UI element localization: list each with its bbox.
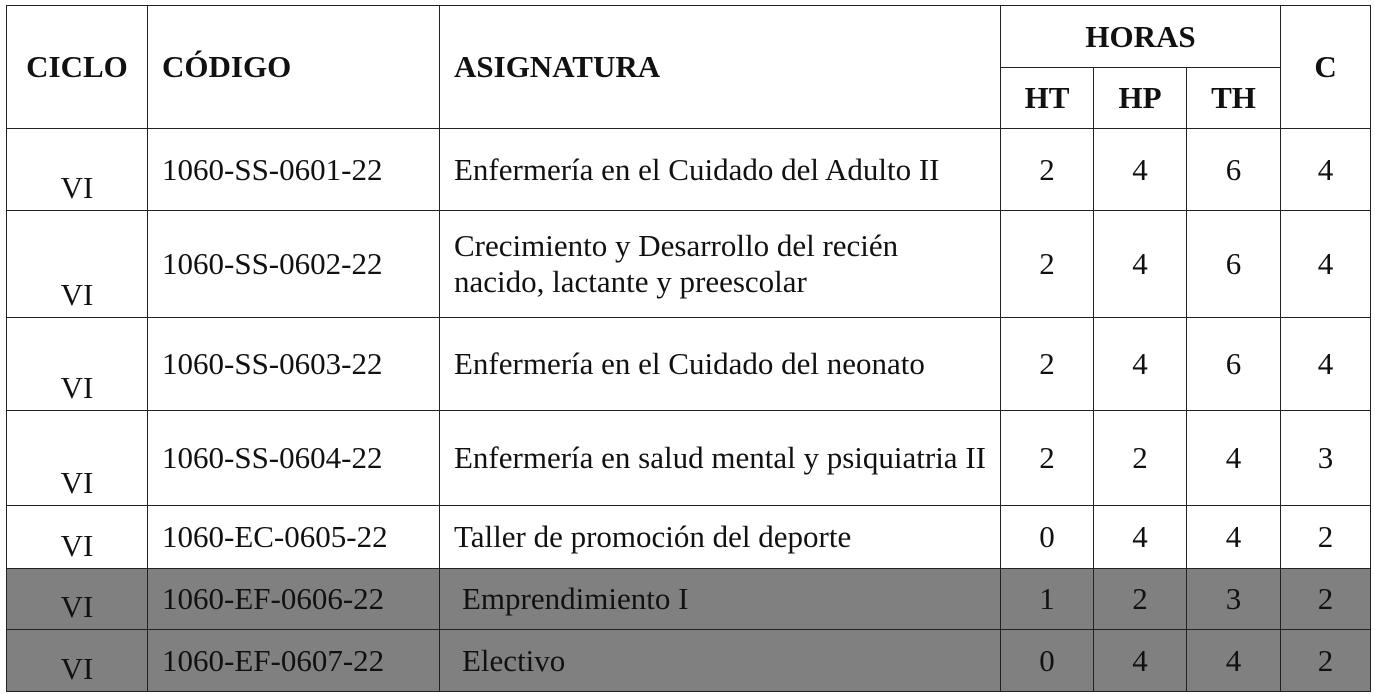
cell-ciclo: VI xyxy=(7,211,148,318)
cell-asignatura: Electivo xyxy=(440,630,1001,692)
cell-hp: 4 xyxy=(1094,630,1187,692)
cell-hp: 2 xyxy=(1094,411,1187,506)
cell-th: 6 xyxy=(1187,211,1281,318)
header-ciclo: CICLO xyxy=(7,6,148,129)
cell-ciclo: VI xyxy=(7,569,148,630)
cell-hp: 4 xyxy=(1094,211,1187,318)
header-th: TH xyxy=(1187,68,1281,129)
header-asignatura: ASIGNATURA xyxy=(440,6,1001,129)
cell-ciclo: VI xyxy=(7,129,148,211)
cell-c: 4 xyxy=(1281,318,1371,411)
cell-th: 6 xyxy=(1187,318,1281,411)
cell-c: 2 xyxy=(1281,630,1371,692)
header-hp: HP xyxy=(1094,68,1187,129)
table-row xyxy=(7,211,1371,318)
header-c: C xyxy=(1281,6,1371,129)
cell-ht: 2 xyxy=(1001,129,1094,211)
cell-ht: 2 xyxy=(1001,211,1094,318)
header-ht: HT xyxy=(1001,68,1094,129)
cell-asignatura: Enfermería en salud mental y psiquiatria II xyxy=(440,411,1001,506)
cell-hp: 4 xyxy=(1094,318,1187,411)
cell-codigo: 1060-SS-0602-22 xyxy=(148,211,440,318)
table-row xyxy=(7,569,1371,630)
cell-hp: 2 xyxy=(1094,569,1187,630)
cell-th: 4 xyxy=(1187,506,1281,569)
cell-c: 2 xyxy=(1281,506,1371,569)
cell-ciclo: VI xyxy=(7,630,148,692)
cell-ht: 2 xyxy=(1001,411,1094,506)
cell-c: 2 xyxy=(1281,569,1371,630)
table-row xyxy=(7,129,1371,211)
cell-c: 4 xyxy=(1281,129,1371,211)
cell-codigo: 1060-EF-0607-22 xyxy=(148,630,440,692)
table-row xyxy=(7,506,1371,569)
table-row xyxy=(7,630,1371,692)
cell-ht: 2 xyxy=(1001,318,1094,411)
cell-th: 4 xyxy=(1187,411,1281,506)
cell-codigo: 1060-SS-0601-22 xyxy=(148,129,440,211)
cell-th: 3 xyxy=(1187,569,1281,630)
cell-codigo: 1060-SS-0603-22 xyxy=(148,318,440,411)
cell-asignatura: Crecimiento y Desarrollo del recién nacido, lactante y preescolar xyxy=(440,211,1001,318)
cell-asignatura: Enfermería en el Cuidado del neonato xyxy=(440,318,1001,411)
header-row-1 xyxy=(7,6,1371,68)
cell-hp: 4 xyxy=(1094,506,1187,569)
table-row xyxy=(7,318,1371,411)
cell-ht: 1 xyxy=(1001,569,1094,630)
cell-codigo: 1060-SS-0604-22 xyxy=(148,411,440,506)
cell-c: 4 xyxy=(1281,211,1371,318)
cell-ht: 0 xyxy=(1001,506,1094,569)
cell-ciclo: VI xyxy=(7,318,148,411)
cell-asignatura: Emprendimiento I xyxy=(440,569,1001,630)
table-row xyxy=(7,411,1371,506)
cell-codigo: 1060-EF-0606-22 xyxy=(148,569,440,630)
cell-ciclo: VI xyxy=(7,506,148,569)
cell-th: 6 xyxy=(1187,129,1281,211)
cell-asignatura: Enfermería en el Cuidado del Adulto II xyxy=(440,129,1001,211)
header-horas: HORAS xyxy=(1001,6,1281,68)
cell-ciclo: VI xyxy=(7,411,148,506)
cell-ht: 0 xyxy=(1001,630,1094,692)
cell-asignatura: Taller de promoción del deporte xyxy=(440,506,1001,569)
cell-c: 3 xyxy=(1281,411,1371,506)
cell-th: 4 xyxy=(1187,630,1281,692)
header-codigo: CÓDIGO xyxy=(148,6,440,129)
cell-hp: 4 xyxy=(1094,129,1187,211)
cell-codigo: 1060-EC-0605-22 xyxy=(148,506,440,569)
course-table xyxy=(6,5,1371,692)
